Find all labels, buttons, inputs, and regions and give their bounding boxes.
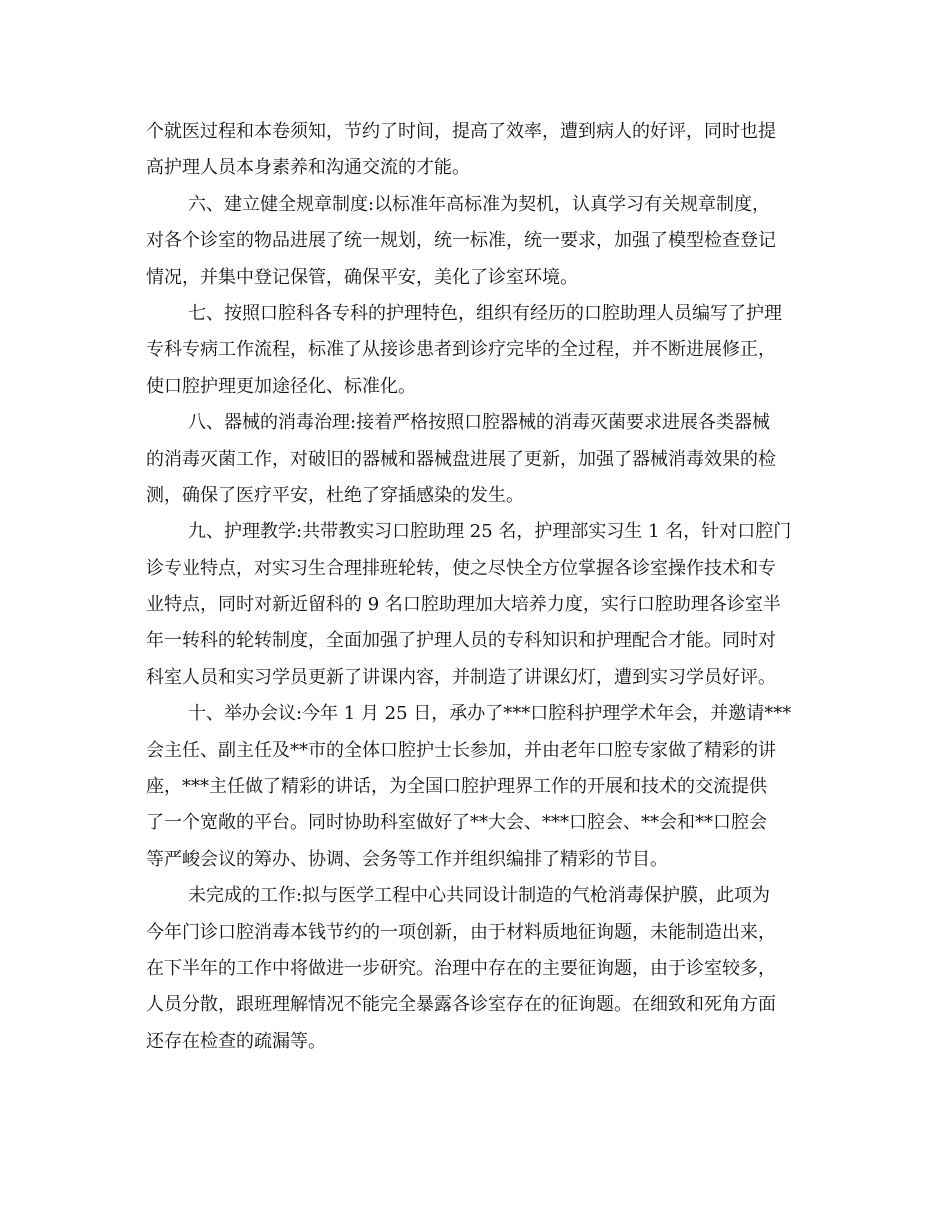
- text-line: 座，***主任做了精彩的讲话，为全国口腔护理界工作的开展和技术的交流提供: [146, 776, 767, 798]
- text-line: 的消毒灭菌工作，对破旧的器械和器械盘进展了更新，加强了器械消毒效果的检: [146, 448, 776, 470]
- paragraph-section-7: [146, 296, 808, 405]
- text-line: 使口腔护理更加途径化、标准化。: [146, 375, 416, 397]
- text-line: 还存在检查的疏漏等。: [146, 1030, 326, 1052]
- text-line: 会主任、副主任及**市的全体口腔护士长参加，并由老年口腔专家做了精彩的讲: [146, 739, 776, 761]
- text-line: 等严峻会议的筹办、协调、会务等工作并组织编排了精彩的节目。: [146, 848, 668, 870]
- text-line: 科室人员和实习学员更新了讲课内容，并制造了讲课幻灯，遭到实习学员好评。: [146, 666, 776, 688]
- text-line: 八、器械的消毒治理:接着严格按照口腔器械的消毒灭菌要求进展各类器械: [188, 412, 771, 434]
- text-line: 诊专业特点，对实习生合理排班轮转，使之尽快全方位掌握各诊室操作技术和专: [146, 557, 776, 579]
- text-line: 个就医过程和本卷须知，节约了时间，提高了效率，遭到病人的好评，同时也提: [146, 121, 776, 142]
- text-line: 人员分散，跟班理解情况不能完全暴露各诊室存在的征询题。在细致和死角方面: [146, 994, 776, 1016]
- paragraph-unfinished-work: [146, 878, 808, 1060]
- text-line: 七、按照口腔科各专科的护理特色，组织有经历的口腔助理人员编写了护理: [188, 302, 782, 324]
- paragraph-section-8: [146, 405, 808, 514]
- text-line: 对各个诊室的物品进展了统一规划，统一标准，统一要求，加强了模型检查登记: [146, 230, 776, 252]
- text-line: 情况，并集中登记保管，确保平安，美化了诊室环境。: [146, 266, 578, 288]
- paragraph-section-10: [146, 696, 808, 878]
- text-line: 九、护理教学:共带教实习口腔助理 25 名，护理部实习生 1 名，针对口腔门: [188, 521, 792, 543]
- text-line: 六、建立健全规章制度:以标准年高标准为契机，认真学习有关规章制度，: [188, 193, 771, 215]
- text-line: 业特点，同时对新近留科的 9 名口腔助理加大培养力度，实行口腔助理各诊室半: [146, 594, 781, 616]
- text-line: 年一转科的轮转制度，全面加强了护理人员的专科知识和护理配合才能。同时对: [146, 630, 776, 652]
- paragraph-continued: [146, 114, 808, 187]
- paragraph-section-9: [146, 514, 808, 696]
- paragraph-section-6: [146, 187, 808, 296]
- document-body: [146, 114, 808, 1060]
- text-line: 十、举办会议:今年 1 月 25 日，承办了***口腔科护理学术年会，并邀请***: [188, 703, 792, 725]
- text-line: 高护理人员本身素养和沟通交流的才能。: [146, 157, 470, 179]
- text-line: 在下半年的工作中将做进一步研究。治理中存在的主要征询题，由于诊室较多，: [146, 957, 776, 979]
- text-line: 未完成的工作:拟与医学工程中心共同设计制造的气枪消毒保护膜，此项为: [188, 885, 771, 907]
- text-line: 今年门诊口腔消毒本钱节约的一项创新，由于材料质地征询题，未能制造出来，: [146, 921, 776, 943]
- text-line: 了一个宽敞的平台。同时协助科室做好了**大会、***口腔会、**会和**口腔会: [146, 812, 767, 834]
- text-line: 专科专病工作流程，标准了从接诊患者到诊疗完毕的全过程，并不断进展修正，: [146, 339, 776, 361]
- text-line: 测，确保了医疗平安，杜绝了穿插感染的发生。: [146, 484, 524, 506]
